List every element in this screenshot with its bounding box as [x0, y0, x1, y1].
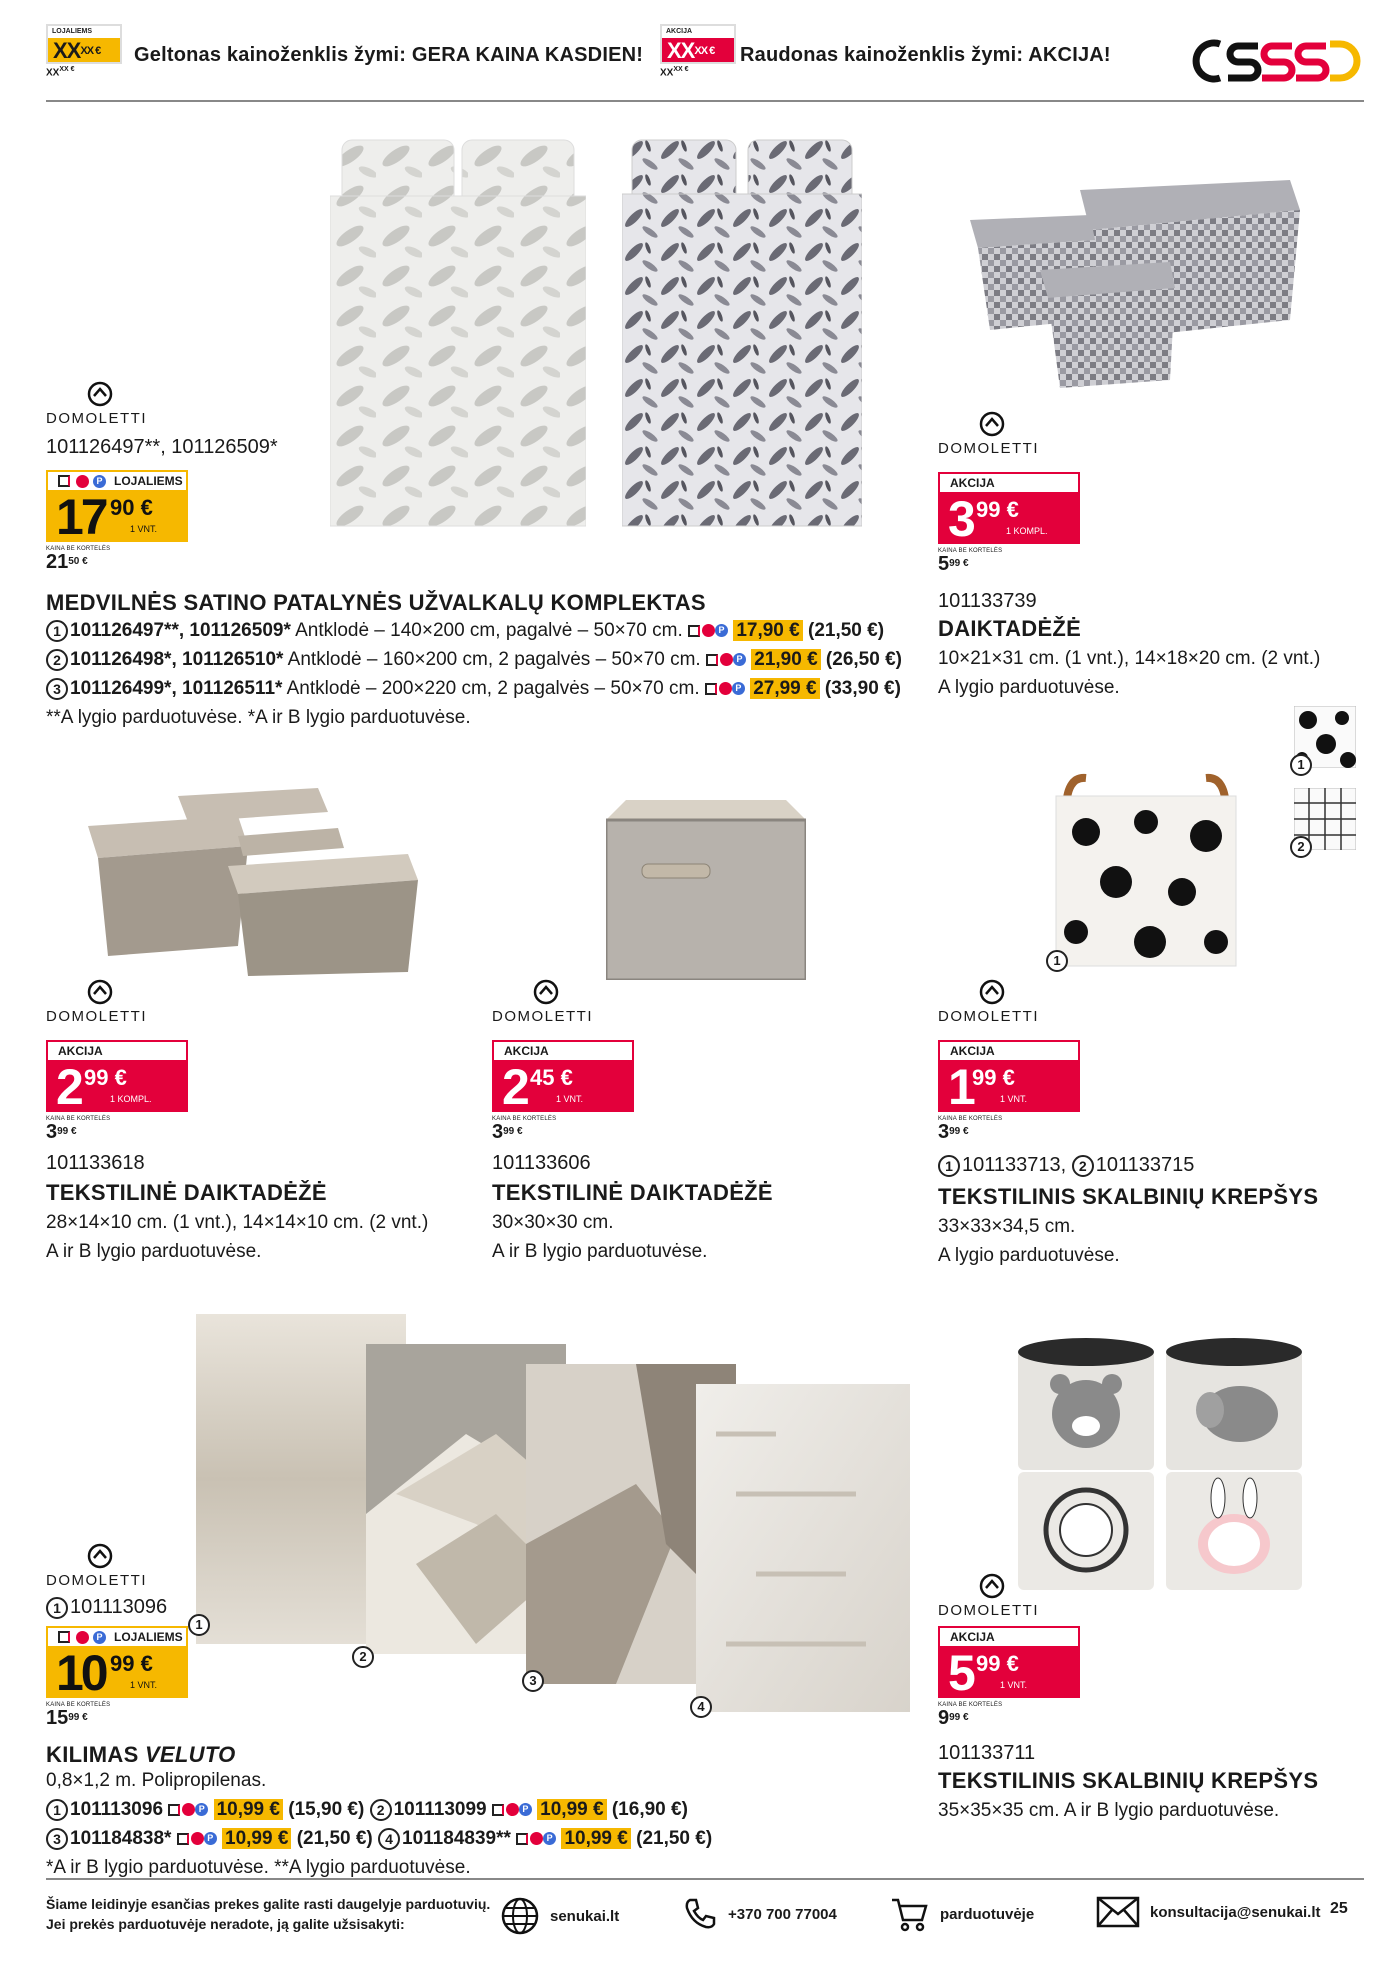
brand-logo-box2: DOMOLETTI [46, 978, 147, 1025]
textile-cube-image [606, 800, 806, 980]
store-logo [1180, 34, 1364, 88]
rugs-image [196, 1314, 910, 1714]
basket2-code: 101133711 [938, 1742, 1036, 1764]
home-icon [86, 1542, 114, 1570]
home-icon [86, 978, 114, 1006]
home-icon [978, 410, 1006, 438]
box1-code: 101133739 [938, 590, 1037, 612]
price-tag-basket1: AKCIJA 1 99 € 1 VNT. KAINA BE KORTELĖS $3^{99 €}$ [938, 1040, 1080, 1142]
legend-yellow-text: Geltonas kainoženklis žymi: GERA KAINA KASDIEN! [134, 44, 644, 66]
brand-logo-basket2: DOMOLETTI [938, 1572, 1039, 1619]
phone-icon [682, 1896, 718, 1932]
bedding-image-dark [622, 138, 862, 528]
rug-badge-3: 3 [522, 1670, 544, 1692]
basket-badge-1: 1 [1046, 950, 1068, 972]
price-tag-box3: AKCIJA 2 45 € 1 VNT. KAINA BE KORTELĖS $3^{99 €}$ [492, 1040, 634, 1142]
home-icon [978, 1572, 1006, 1600]
bedding-title: MEDVILNĖS SATINO PATALYNĖS UŽVALKALŲ KOMPLEKTAS [46, 590, 706, 615]
box1-title: DAIKTADĖŽĖ [938, 616, 1082, 641]
rug-badge-2: 2 [352, 1646, 374, 1668]
header-divider [46, 100, 1364, 102]
rug-code: 1 101113096 [46, 1596, 167, 1619]
home-icon [532, 978, 560, 1006]
brand-logo-basket1: DOMOLETTI [938, 978, 1039, 1025]
footer-phone[interactable]: +370 700 77004 [682, 1896, 837, 1932]
box3-desc: 30×30×30 cm. A ir B lygio parduotuvėse. [492, 1212, 708, 1262]
footer-divider [46, 1878, 1364, 1880]
brand-logo-box1: DOMOLETTI [938, 410, 1039, 457]
bedding-variant-2: 2 101126498*, 101126510* Antklodė – 160×200 cm, 2 pagalvės – 50×70 cm. P 21,90 € (26,50 €) [46, 645, 906, 674]
brand-logo-rug: DOMOLETTI [46, 1542, 147, 1589]
rug-badge-4: 4 [690, 1696, 712, 1718]
brand-logo-bedding: DOMOLETTI [46, 380, 147, 427]
animal-baskets-image [1010, 1330, 1310, 1592]
footer-email[interactable]: konsultacija@senukai.lt [1096, 1896, 1321, 1928]
cart-icon [890, 1896, 930, 1932]
basket1-title: TEKSTILINIS SKALBINIŲ KREPŠYS [938, 1184, 1319, 1209]
rug-title: KILIMAS VELUTO [46, 1742, 236, 1767]
box3-code: 101133606 [492, 1152, 591, 1174]
textile-box-set-image [88, 776, 428, 976]
rug-details: 0,8×1,2 m. Polipropilenas. 1 101113096 P 10,99 € (15,90 €) 2 101113099 P 10,99 € (16,90 €) 3 101184838* P 10,99 € (21,50 €) 4 101184839** P 10,99 € (21,50 €) *A ir B lygio parduotuvėse. **A lygio parduotuvėse. [46, 1766, 906, 1882]
box2-code: 101133618 [46, 1152, 145, 1174]
mail-icon [1096, 1896, 1140, 1928]
price-tag-box1: AKCIJA 3 99 € 1 KOMPL. KAINA BE KORTELĖS $5^{99 €}$ [938, 472, 1080, 574]
legend-red-tag: AKCIJA $XX^{XX €}$ $XX^{XX €}$ [660, 24, 736, 78]
bedding-codes: 101126497**, 101126509* [46, 436, 278, 458]
footer-note: Šiame leidinyje esančias prekes galite rasti daugelyje parduotuvių. Jei prekės parduotuvėje neradote, ją galite užsisakyti: [46, 1896, 491, 1932]
price-tag-basket2: AKCIJA 5 99 € 1 VNT. KAINA BE KORTELĖS $9^{99 €}$ [938, 1626, 1080, 1728]
rug-badge-1: 1 [188, 1614, 210, 1636]
swatch-badge-2: 2 [1290, 836, 1312, 858]
basket1-codes: 1 101133713, 2 101133715 [938, 1154, 1194, 1177]
footer-web[interactable]: senukai.lt [500, 1896, 619, 1936]
price-tag-box2: AKCIJA 2 99 € 1 KOMPL. KAINA BE KORTELĖS $3^{99 €}$ [46, 1040, 188, 1142]
price-tag-rug: P LOJALIEMS 10 99 € 1 VNT. KAINA BE KORTELĖS $15^{99 €}$ [46, 1626, 188, 1728]
brand-logo-box3: DOMOLETTI [492, 978, 593, 1025]
box3-title: TEKSTILINĖ DAIKTADĖŽĖ [492, 1180, 773, 1205]
polka-basket-image [1046, 772, 1246, 968]
footer-store[interactable]: parduotuvėje [890, 1896, 1034, 1932]
page-number: 25 [1330, 1900, 1348, 1917]
price-tag-bedding: P LOJALIEMS 17 90 € 1 VNT. KAINA BE KORTELĖS $21^{50 €}$ [46, 470, 188, 572]
basket1-desc: 33×33×34,5 cm. A lygio parduotuvėse. [938, 1216, 1120, 1266]
basket2-title: TEKSTILINIS SKALBINIŲ KREPŠYS [938, 1768, 1319, 1793]
woven-box-image [970, 170, 1310, 390]
globe-icon [500, 1896, 540, 1936]
home-icon [86, 380, 114, 408]
bedding-variant-3: 3 101126499*, 101126511* Antklodė – 200×220 cm, 2 pagalvės – 50×70 cm. P 27,99 € (33,90 €) [46, 674, 906, 703]
legend-red-text: Raudonas kainoženklis žymi: AKCIJA! [740, 44, 1111, 66]
bedding-variant-1: 1 101126497**, 101126509* Antklodė – 140×200 cm, pagalvė – 50×70 cm. P 17,90 € (21,50 €) [46, 616, 906, 645]
basket2-desc: 35×35×35 cm. A ir B lygio parduotuvėse. [938, 1800, 1280, 1821]
home-icon [978, 978, 1006, 1006]
rug-variants-1-2: 1 101113096 P 10,99 € (15,90 €) 2 101113099 P 10,99 € (16,90 €) [46, 1795, 906, 1824]
swatch-badge-1: 1 [1290, 754, 1312, 776]
rug-variants-3-4: 3 101184838* P 10,99 € (21,50 €) 4 101184839** P 10,99 € (21,50 €) [46, 1824, 906, 1853]
box1-desc: 10×21×31 cm. (1 vnt.), 14×18×20 cm. (2 vnt.) A lygio parduotuvėse. [938, 648, 1321, 698]
box2-title: TEKSTILINĖ DAIKTADĖŽĖ [46, 1180, 327, 1205]
bedding-image-light [330, 138, 586, 528]
box2-desc: 28×14×10 cm. (1 vnt.), 14×14×10 cm. (2 vnt.) A ir B lygio parduotuvėse. [46, 1212, 429, 1262]
bedding-variants [46, 616, 906, 732]
legend-yellow-tag: LOJALIEMS $XX^{XX €}$ $XX^{XX €}$ [46, 24, 122, 78]
bedding-note: **A lygio parduotuvėse. *A ir B lygio parduotuvėse. [46, 707, 471, 728]
